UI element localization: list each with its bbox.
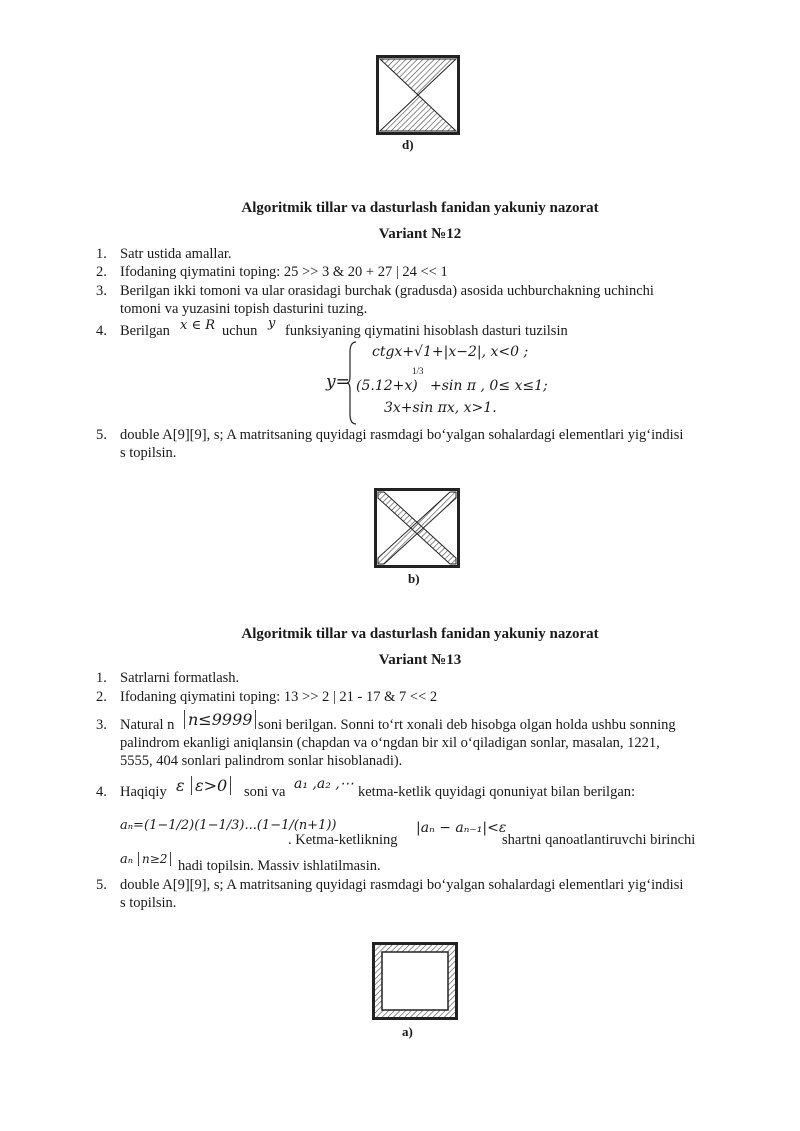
v13-item4-an: aₙ= bbox=[120, 818, 144, 833]
figure-a bbox=[372, 942, 458, 1020]
v12-item4-mid: uchun bbox=[222, 323, 258, 339]
v12-item1-num: 1. bbox=[96, 246, 107, 262]
v13-item4-eps: ε bbox=[176, 776, 185, 795]
v13-item4-post3: hadi topilsin. Massiv ishlatilmasin. bbox=[178, 858, 381, 874]
v13-title: Algoritmik tillar va dasturlash fanidan yakuniy nazorat bbox=[241, 626, 599, 642]
v13-item4-prod: (1−1/2)(1−1/3)...(1−1/(n+1)) bbox=[144, 818, 337, 833]
v13-item4-mid2: . Ketma-ketlikning bbox=[288, 832, 398, 848]
v13-item2-num: 2. bbox=[96, 689, 107, 705]
v13-item3-cond: n≤9999 bbox=[184, 710, 256, 729]
v12-title: Algoritmik tillar va dasturlash fanidan yakuniy nazorat bbox=[241, 200, 599, 216]
figure-a-label: a) bbox=[402, 1024, 413, 1039]
figure-b bbox=[374, 488, 460, 568]
v13-item3-line2: palindrom ekanligi aniqlansin (chapdan va o‘ngdan bir xil o‘qiladigan sonlar, masalan, 1221, bbox=[120, 735, 660, 751]
v12-item5-line2: s topilsin. bbox=[120, 445, 177, 461]
v13-item2-text: Ifodaning qiymatini toping: 13 >> 2 | 21 - 17 & 7 << 2 bbox=[120, 689, 438, 705]
v13-item1-num: 1. bbox=[96, 670, 107, 686]
formula-case3: 3x+sin πx, x>1. bbox=[384, 400, 497, 416]
v13-item3-num: 3. bbox=[96, 717, 107, 733]
formula-case2: (5.12+x) bbox=[356, 378, 418, 394]
v12-item3-num: 3. bbox=[96, 283, 107, 299]
v12-item1-text: Satr ustida amallar. bbox=[120, 246, 232, 262]
v13-item4-cond2: n≥2 bbox=[138, 852, 171, 866]
v12-variant: Variant №12 bbox=[378, 226, 462, 242]
v13-item4-num: 4. bbox=[96, 784, 107, 800]
v12-item2-text: Ifodaning qiymatini toping: 25 >> 3 & 20 + 27 | 24 << 1 bbox=[120, 264, 448, 280]
formula-case2-exp: 1/3 bbox=[412, 366, 424, 376]
figure-d bbox=[376, 55, 460, 135]
v13-item3-line3: 5555, 404 sonlari palindrom sonlar hisoblanadi). bbox=[120, 753, 403, 769]
v12-item3-line1: Berilgan ikki tomoni va ular orasidagi burchak (gradusda) asosida uchburchakning uchinchi bbox=[120, 283, 654, 299]
figure-b-label: b) bbox=[408, 571, 420, 586]
v12-item4-yvar: y bbox=[268, 316, 276, 331]
v13-item5-num: 5. bbox=[96, 877, 107, 893]
v13-item4-diff: |aₙ − aₙ₋₁|<ε bbox=[416, 820, 507, 836]
v13-item4-mid: soni va bbox=[244, 784, 286, 800]
v13-item3-post: soni berilgan. Sonni to‘rt xonali deb hisobga olgan holda ushbu sonning bbox=[258, 717, 676, 733]
formula-case2-tail: +sin π , 0≤ x≤1; bbox=[430, 378, 548, 394]
v12-item4-post: funksiyaning qiymatini hisoblash dasturi tuzilsin bbox=[285, 323, 568, 339]
v12-item4-num: 4. bbox=[96, 323, 107, 339]
v12-item2-num: 2. bbox=[96, 264, 107, 280]
v13-item5-line2: s topilsin. bbox=[120, 895, 177, 911]
v13-item4-an2: aₙ bbox=[120, 852, 134, 867]
v13-item4-seq: a₁ ,a₂ ,⋯ bbox=[294, 776, 354, 792]
v13-item4-cond: ε>0 bbox=[191, 776, 231, 795]
figure-d-label: d) bbox=[402, 137, 414, 152]
v12-item4-cond: x ∈ R bbox=[180, 318, 216, 333]
v13-item5-line1: double A[9][9], s; A matritsaning quyidagi rasmdagi bo‘yalgan sohalardagi elementlari yig‘indisi bbox=[120, 877, 684, 893]
v12-item4-pre: Berilgan bbox=[120, 323, 170, 339]
v13-item4-post2: shartni qanoatlantiruvchi birinchi bbox=[502, 832, 696, 848]
v12-item3-line2: tomoni va yuzasini topish dasturini tuzing. bbox=[120, 301, 368, 317]
formula-case1: ctgx+√1+|x−2|, x<0 ; bbox=[372, 344, 529, 360]
v13-item4-pre: Haqiqiy bbox=[120, 784, 167, 800]
formula-lhs: y= bbox=[326, 372, 350, 392]
v12-item5-num: 5. bbox=[96, 427, 107, 443]
v12-item5-line1: double A[9][9], s; A matritsaning quyidagi rasmdagi bo‘yalgan sohalardagi elementlari yig‘indisi bbox=[120, 427, 684, 443]
v13-item4-post: ketma-ketlik quyidagi qonuniyat bilan berilgan: bbox=[358, 784, 636, 800]
v13-variant: Variant №13 bbox=[378, 652, 462, 668]
v13-item3-pre: Natural n bbox=[120, 717, 175, 733]
v13-item1-text: Satrlarni formatlash. bbox=[120, 670, 240, 686]
